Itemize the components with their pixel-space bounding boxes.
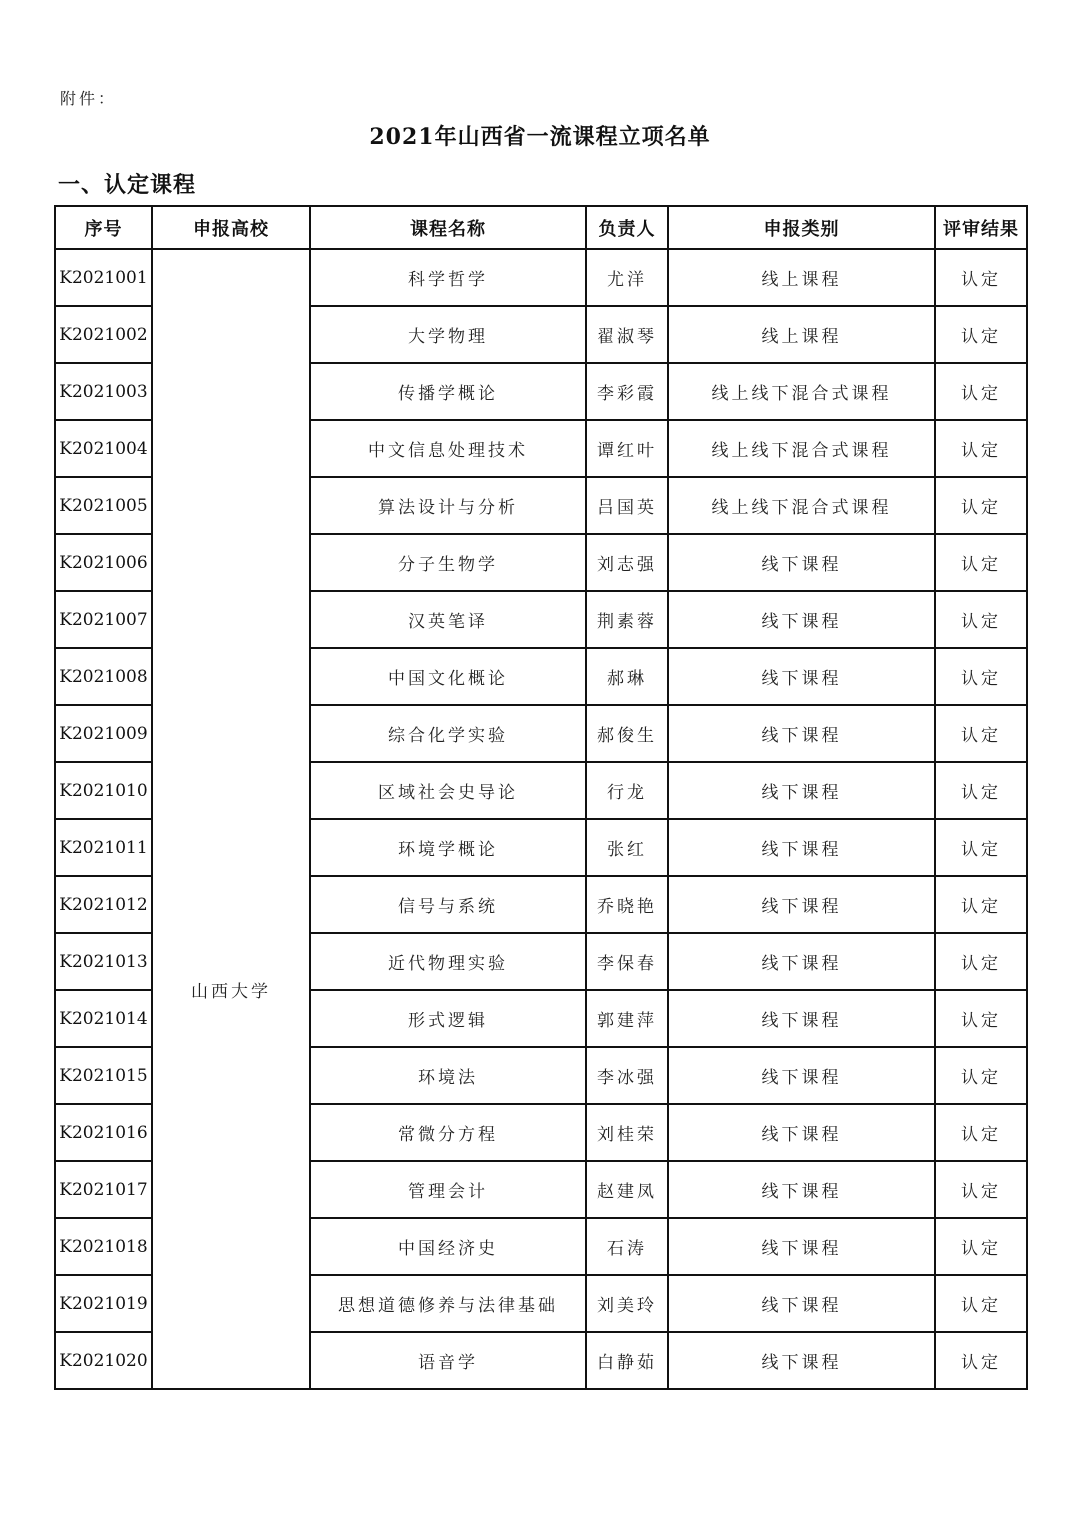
row-result: 认定 bbox=[935, 1047, 1027, 1104]
row-result: 认定 bbox=[935, 363, 1027, 420]
row-category: 线下课程 bbox=[668, 876, 935, 933]
row-category: 线上课程 bbox=[668, 306, 935, 363]
row-category: 线下课程 bbox=[668, 933, 935, 990]
row-category: 线下课程 bbox=[668, 1218, 935, 1275]
row-seq: K2021007 bbox=[55, 591, 152, 648]
row-seq: K2021017 bbox=[55, 1161, 152, 1218]
row-category: 线上线下混合式课程 bbox=[668, 477, 935, 534]
row-seq: K2021019 bbox=[55, 1275, 152, 1332]
header-seq: 序号 bbox=[55, 206, 152, 249]
header-course: 课程名称 bbox=[310, 206, 586, 249]
table-body bbox=[55, 249, 1027, 1389]
row-category: 线下课程 bbox=[668, 762, 935, 819]
row-course: 管理会计 bbox=[310, 1161, 586, 1218]
row-seq: K2021013 bbox=[55, 933, 152, 990]
row-course: 形式逻辑 bbox=[310, 990, 586, 1047]
attachment-label: 附件： bbox=[60, 89, 118, 108]
row-result: 认定 bbox=[935, 705, 1027, 762]
header-leader: 负责人 bbox=[586, 206, 668, 249]
row-result: 认定 bbox=[935, 591, 1027, 648]
row-school: 山西大学 bbox=[152, 249, 310, 1389]
row-result: 认定 bbox=[935, 249, 1027, 306]
row-leader: 赵建凤 bbox=[586, 1161, 668, 1218]
row-result: 认定 bbox=[935, 1275, 1027, 1332]
row-course: 信号与系统 bbox=[310, 876, 586, 933]
row-seq: K2021003 bbox=[55, 363, 152, 420]
header-result: 评审结果 bbox=[935, 206, 1027, 249]
row-seq: K2021001 bbox=[55, 249, 152, 306]
row-result: 认定 bbox=[935, 819, 1027, 876]
row-category: 线下课程 bbox=[668, 1332, 935, 1389]
row-leader: 刘志强 bbox=[586, 534, 668, 591]
row-seq: K2021012 bbox=[55, 876, 152, 933]
row-leader: 乔晓艳 bbox=[586, 876, 668, 933]
row-course: 中国经济史 bbox=[310, 1218, 586, 1275]
row-result: 认定 bbox=[935, 933, 1027, 990]
row-result: 认定 bbox=[935, 477, 1027, 534]
row-seq: K2021020 bbox=[55, 1332, 152, 1389]
row-leader: 翟淑琴 bbox=[586, 306, 668, 363]
row-result: 认定 bbox=[935, 762, 1027, 819]
row-category: 线上线下混合式课程 bbox=[668, 420, 935, 477]
row-seq: K2021005 bbox=[55, 477, 152, 534]
row-result: 认定 bbox=[935, 534, 1027, 591]
row-result: 认定 bbox=[935, 420, 1027, 477]
row-leader: 行龙 bbox=[586, 762, 668, 819]
document-title: 2021年山西省一流课程立项名单 bbox=[369, 124, 711, 150]
row-course: 算法设计与分析 bbox=[310, 477, 586, 534]
row-leader: 李彩霞 bbox=[586, 363, 668, 420]
section-heading: 一、认定课程 bbox=[58, 173, 197, 198]
row-category: 线上线下混合式课程 bbox=[668, 363, 935, 420]
header-category: 申报类别 bbox=[668, 206, 935, 249]
row-seq: K2021002 bbox=[55, 306, 152, 363]
row-seq: K2021009 bbox=[55, 705, 152, 762]
table-header-row bbox=[55, 206, 1027, 249]
row-course: 环境学概论 bbox=[310, 819, 586, 876]
row-course: 传播学概论 bbox=[310, 363, 586, 420]
row-course: 中文信息处理技术 bbox=[310, 420, 586, 477]
row-course: 近代物理实验 bbox=[310, 933, 586, 990]
row-result: 认定 bbox=[935, 306, 1027, 363]
row-leader: 刘桂荣 bbox=[586, 1104, 668, 1161]
table-row bbox=[55, 249, 1027, 306]
row-leader: 荆素蓉 bbox=[586, 591, 668, 648]
row-course: 汉英笔译 bbox=[310, 591, 586, 648]
row-course: 科学哲学 bbox=[310, 249, 586, 306]
row-course: 综合化学实验 bbox=[310, 705, 586, 762]
row-seq: K2021014 bbox=[55, 990, 152, 1047]
row-course: 常微分方程 bbox=[310, 1104, 586, 1161]
row-category: 线上课程 bbox=[668, 249, 935, 306]
row-course: 大学物理 bbox=[310, 306, 586, 363]
row-category: 线下课程 bbox=[668, 705, 935, 762]
row-leader: 白静茹 bbox=[586, 1332, 668, 1389]
row-course: 区域社会史导论 bbox=[310, 762, 586, 819]
row-category: 线下课程 bbox=[668, 648, 935, 705]
row-seq: K2021010 bbox=[55, 762, 152, 819]
row-leader: 张红 bbox=[586, 819, 668, 876]
row-seq: K2021011 bbox=[55, 819, 152, 876]
row-category: 线下课程 bbox=[668, 591, 935, 648]
row-seq: K2021006 bbox=[55, 534, 152, 591]
row-leader: 李冰强 bbox=[586, 1047, 668, 1104]
header-school: 申报高校 bbox=[152, 206, 310, 249]
row-result: 认定 bbox=[935, 1104, 1027, 1161]
course-list-table bbox=[54, 205, 1028, 1390]
row-leader: 石涛 bbox=[586, 1218, 668, 1275]
row-result: 认定 bbox=[935, 1218, 1027, 1275]
row-category: 线下课程 bbox=[668, 1161, 935, 1218]
row-course: 语音学 bbox=[310, 1332, 586, 1389]
row-result: 认定 bbox=[935, 648, 1027, 705]
row-category: 线下课程 bbox=[668, 1047, 935, 1104]
row-leader: 李保春 bbox=[586, 933, 668, 990]
row-seq: K2021004 bbox=[55, 420, 152, 477]
row-category: 线下课程 bbox=[668, 534, 935, 591]
row-seq: K2021018 bbox=[55, 1218, 152, 1275]
row-course: 中国文化概论 bbox=[310, 648, 586, 705]
row-leader: 谭红叶 bbox=[586, 420, 668, 477]
row-leader: 郭建萍 bbox=[586, 990, 668, 1047]
row-leader: 尤洋 bbox=[586, 249, 668, 306]
row-seq: K2021008 bbox=[55, 648, 152, 705]
row-result: 认定 bbox=[935, 876, 1027, 933]
row-seq: K2021015 bbox=[55, 1047, 152, 1104]
row-category: 线下课程 bbox=[668, 819, 935, 876]
row-result: 认定 bbox=[935, 990, 1027, 1047]
row-category: 线下课程 bbox=[668, 1275, 935, 1332]
row-leader: 吕国英 bbox=[586, 477, 668, 534]
row-result: 认定 bbox=[935, 1161, 1027, 1218]
row-category: 线下课程 bbox=[668, 990, 935, 1047]
row-leader: 刘美玲 bbox=[586, 1275, 668, 1332]
row-seq: K2021016 bbox=[55, 1104, 152, 1161]
row-course: 环境法 bbox=[310, 1047, 586, 1104]
row-course: 分子生物学 bbox=[310, 534, 586, 591]
row-leader: 郝琳 bbox=[586, 648, 668, 705]
row-course: 思想道德修养与法律基础 bbox=[310, 1275, 586, 1332]
row-leader: 郝俊生 bbox=[586, 705, 668, 762]
row-result: 认定 bbox=[935, 1332, 1027, 1389]
row-category: 线下课程 bbox=[668, 1104, 935, 1161]
